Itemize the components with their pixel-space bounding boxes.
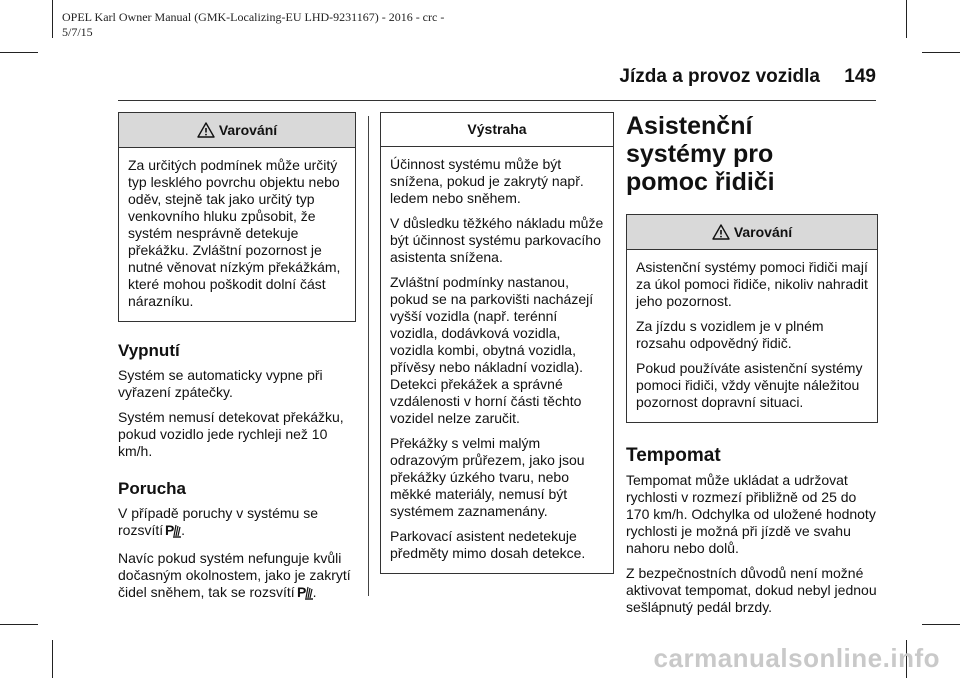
heading-porucha: Porucha xyxy=(118,479,187,498)
column-separator xyxy=(368,116,369,596)
heading-tempomat: Tempomat xyxy=(626,445,721,466)
paragraph: Tempomat může ukládat a udržovat rychlosti v rozmezí přibližně od 25 do 170 km/h. Odchylka od uložené hodnoty rychlosti je možná při jízdě ve svahu nahoru nebo dolů. xyxy=(626,472,876,556)
warning-box xyxy=(118,112,356,322)
paragraph: Asistenční systémy pomoci řidiči mají za úkol pomoci řidiče, nikoliv nahradit jeho pozornost. xyxy=(636,259,868,309)
crop-mark xyxy=(52,0,53,38)
paragraph-text: . xyxy=(181,522,186,538)
paragraph-text: V případě poruchy v systému se rozsvítí xyxy=(118,505,318,538)
warning-box-body xyxy=(627,250,877,422)
paragraph: Za jízdu s vozidlem je v plném rozsahu odpovědný řidič. xyxy=(636,318,824,351)
warning-box-title: Varování xyxy=(218,121,278,138)
page-number: 149 xyxy=(844,66,876,87)
running-header xyxy=(619,66,820,88)
svg-text:P: P xyxy=(165,522,175,538)
warning-triangle-icon xyxy=(197,121,215,139)
watermark: carmanualsonline.info xyxy=(653,643,940,673)
warning-triangle-icon xyxy=(712,223,730,241)
warning-box-title: Varování xyxy=(733,223,793,240)
warning-box-body xyxy=(119,148,355,321)
paragraph-text: . xyxy=(312,584,317,600)
paragraph: Účinnost systému může být snížena, pokud je zakrytý např. ledem nebo sněhem. xyxy=(390,156,584,206)
caution-box-header xyxy=(381,113,613,147)
warning-box-header xyxy=(627,215,877,250)
crop-mark xyxy=(906,0,907,38)
caution-box-title: Výstraha xyxy=(467,121,527,137)
warning-text: Za určitých podmínek může určitý typ lesklého povrchu objektu nebo oděv, stejně tak jako určitý typ venkovního hluku způsobit, že systém nesprávně detekuje překážku. Zvláštní pozornost je nutné věnovat nízkým překážkám, které mohou poškodit dolní část nárazníku. xyxy=(128,157,341,309)
paragraph: Parkovací asistent nedetekuje předměty mimo dosah detekce. xyxy=(390,528,586,561)
column-3 xyxy=(626,112,878,624)
parking-assist-icon xyxy=(165,522,181,542)
parking-assist-icon xyxy=(297,584,313,604)
paragraph: Systém se automaticky vypne při vyřazení zpátečky. xyxy=(118,367,323,400)
warning-box-header xyxy=(119,113,355,148)
warning-box xyxy=(626,214,878,423)
section-heading: Asistenční systémy pro pomoc řidiči xyxy=(626,112,775,196)
paragraph xyxy=(118,505,356,542)
paragraph: Zvláštní podmínky nastanou, pokud se na parkovišti nacházejí vyšší vozidla (např. terénní vozidla, dodávková vozidla, vozidla kombi, obytná vozidla, přívěsy nebo nákladní vozidla). Detekci překážek a správné vzdálenosti v horní části těchto vozidel nelze zaručit. xyxy=(390,274,594,426)
paragraph: Z bezpečnostních důvodů není možné aktivovat tempomat, dokud nebyl jednou sešlápnutý pedál brzdy. xyxy=(626,565,877,615)
heading-vypnuti: Vypnutí xyxy=(118,341,180,360)
caution-box xyxy=(380,112,614,574)
crop-mark xyxy=(52,640,53,678)
column-2 xyxy=(380,112,614,574)
crop-mark xyxy=(0,624,38,625)
paragraph: Překážky s velmi malým odrazovým průřezem, jako jsou překážky úzkého tvaru, nebo měkké materiály, nemusí být systémem zaznamenány. xyxy=(390,435,585,519)
header-rule xyxy=(118,100,876,101)
paragraph: V důsledku těžkého nákladu může být účinnost systému parkovacího asistenta snížena. xyxy=(390,215,604,265)
section-title: Jízda a provoz vozidla xyxy=(619,66,820,87)
document-meta: OPEL Karl Owner Manual (GMK-Localizing-EU LHD-9231167) - 2016 - crc - 5/7/15 xyxy=(62,10,445,39)
column-1 xyxy=(118,112,356,612)
crop-mark xyxy=(922,624,960,625)
paragraph-text: Navíc pokud systém nefunguje kvůli dočasným okolnostem, jako je zakrytí čidel sněhem, tak se rozsvítí xyxy=(118,550,351,600)
paragraph: Pokud používáte asistenční systémy pomoci řidiči, vždy věnujte náležitou pozornost dopravní situaci. xyxy=(636,360,863,410)
svg-text:P: P xyxy=(296,584,306,600)
crop-mark xyxy=(922,52,960,53)
crop-mark xyxy=(0,52,38,53)
caution-box-body xyxy=(381,147,613,573)
paragraph xyxy=(118,550,356,604)
paragraph: Systém nemusí detekovat překážku, pokud vozidlo jede rychleji než 10 km/h. xyxy=(118,409,344,459)
